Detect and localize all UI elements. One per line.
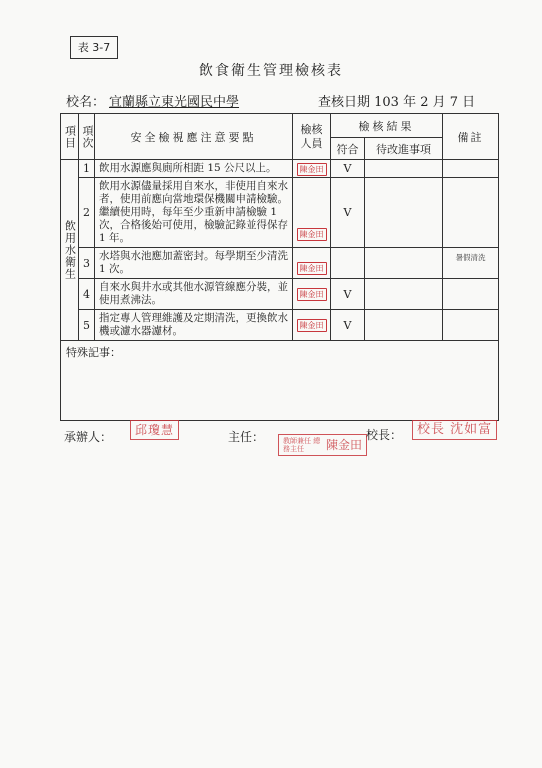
- reviewer-seal: 陳金田: [297, 262, 327, 275]
- row-improve: [365, 279, 443, 310]
- row-conform: V: [331, 279, 365, 310]
- row-remark: [443, 178, 499, 248]
- row-remark: [443, 310, 499, 341]
- reviewer-seal: 陳金田: [297, 319, 327, 332]
- row-text: 水塔與水池應加蓋密封。每學期至少清洗 1 次。: [95, 248, 293, 279]
- reviewer-seal: 陳金田: [297, 163, 327, 176]
- row-improve: [365, 310, 443, 341]
- row-reviewer: [293, 178, 331, 248]
- row-improve: [365, 248, 443, 279]
- reviewer-seal: 陳金田: [297, 228, 327, 241]
- header-improve: 待改進事項: [365, 138, 443, 160]
- principal-label: 校長：: [366, 428, 403, 442]
- header-points: 安全檢視應注意要點: [95, 114, 293, 160]
- director-stamp: [278, 434, 367, 456]
- handler-label: 承辦人：: [64, 430, 113, 444]
- row-text: 指定專人管理維護及定期清洗，更換飲水機或濾水器濾材。: [95, 310, 293, 341]
- header-result: 檢核結果: [331, 114, 443, 138]
- school-label: 校名：: [66, 95, 106, 110]
- form-title: 飲食衛生管理檢核表: [199, 63, 343, 79]
- director-label: 主任：: [228, 430, 265, 444]
- row-no: 3: [79, 248, 95, 279]
- inspection-date: 查核日期 103 年 2 月 7 日: [318, 95, 476, 110]
- row-reviewer: [293, 310, 331, 341]
- row-no: 2: [79, 178, 95, 248]
- header-remark: 備註: [443, 114, 499, 160]
- row-improve: [365, 160, 443, 178]
- row-remark: [443, 279, 499, 310]
- header-seq: 項次: [79, 114, 95, 160]
- row-reviewer: [293, 279, 331, 310]
- row-no: 4: [79, 279, 95, 310]
- inspection-table: [60, 113, 499, 421]
- row-remark: 暑假清洗: [443, 248, 499, 279]
- table-row: [61, 279, 499, 310]
- special-notes-row: [61, 341, 499, 421]
- special-notes: 特殊記事：: [61, 341, 499, 421]
- row-text: 飲用水源應與廁所相距 15 公尺以上。: [95, 160, 293, 178]
- header-item: 項目: [61, 114, 79, 160]
- handler-stamp: 邱瓊慧: [130, 420, 179, 440]
- row-text: 自來水與井水或其他水源管線應分裝，並使用煮沸法。: [95, 279, 293, 310]
- table-row: [61, 248, 499, 279]
- row-text: 飲用水源儘量採用自來水，非使用自來水者，使用前應向當地環保機關申請檢驗。繼續使用時，每年至少重新申請檢驗 1 次，合格後始可使用，檢驗記錄並得保存 1 年。: [95, 178, 293, 248]
- row-improve: [365, 178, 443, 248]
- director-stamp-name: 陳金田: [326, 438, 363, 452]
- row-conform: V: [331, 310, 365, 341]
- reviewer-seal: 陳金田: [297, 288, 327, 301]
- header-conform: 符合: [331, 138, 365, 160]
- principal-stamp: 校長 沈如富: [412, 420, 497, 440]
- row-reviewer: [293, 160, 331, 178]
- table-row: [61, 178, 499, 248]
- category-cell: 飲用水衛生: [61, 160, 79, 341]
- row-no: 5: [79, 310, 95, 341]
- row-conform: V: [331, 160, 365, 178]
- row-remark: [443, 160, 499, 178]
- header-reviewer: 檢核人員: [293, 114, 331, 160]
- row-conform: [331, 248, 365, 279]
- row-conform: V: [331, 178, 365, 248]
- form-tag: 表 3-7: [70, 36, 118, 59]
- table-row: [61, 160, 499, 178]
- director-stamp-sub: 教師兼任 總務主任: [283, 437, 321, 453]
- school-line: [66, 91, 239, 110]
- table-row: [61, 310, 499, 341]
- row-no: 1: [79, 160, 95, 178]
- school-name: 宜蘭縣立東光國民中學: [109, 95, 240, 110]
- row-reviewer: [293, 248, 331, 279]
